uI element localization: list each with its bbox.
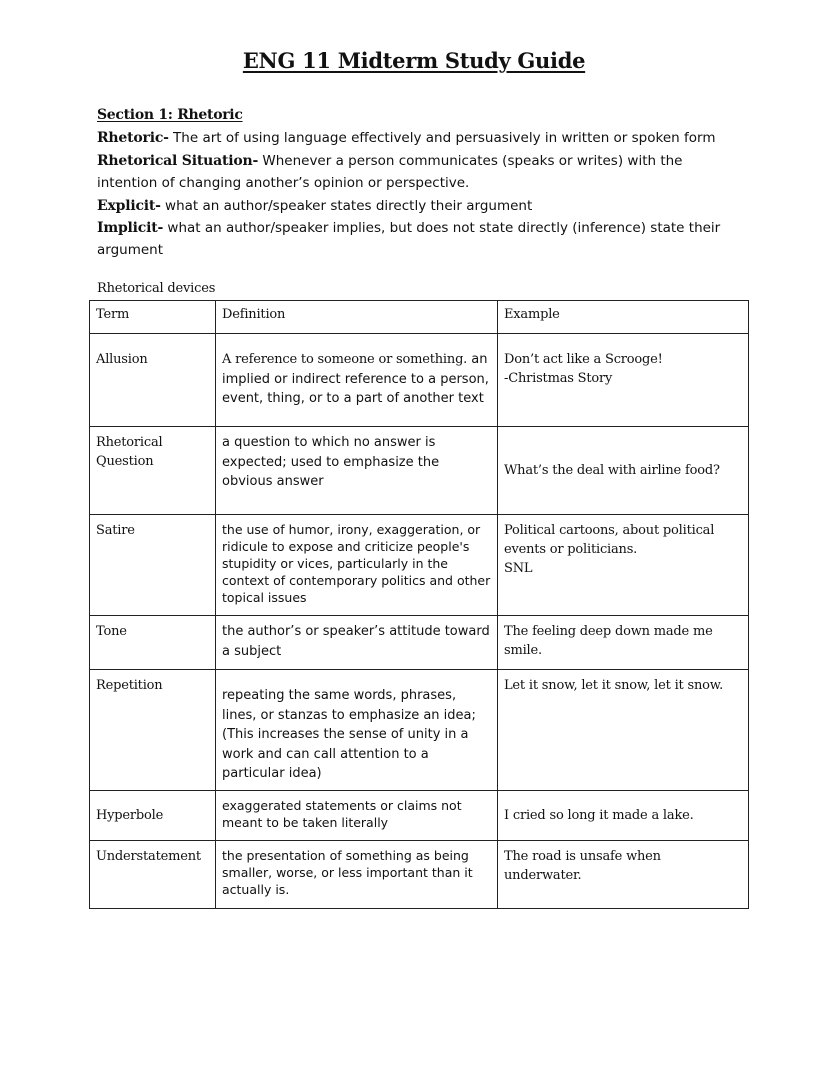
table-row [90, 840, 749, 908]
document-title: ENG 11 Midterm Study Guide [242, 48, 586, 73]
row-definition: a question to which no answer is expected; used to emphasize the obvious answer [216, 427, 498, 515]
table-row [90, 515, 749, 616]
definition-term: Rhetoric- [97, 130, 169, 147]
row-definition: the use of humor, irony, exaggeration, or ridicule to expose and criticize people's stupidity or vices, particularly in the context of contemporary politics and other topical issues [216, 515, 498, 616]
row-example [498, 515, 749, 616]
row-example [498, 790, 749, 840]
row-definition: the presentation of something as being smaller, worse, or less important than it actually is. [216, 840, 498, 908]
definition-rhetoric [97, 127, 747, 149]
example-line: I cried so long it made a lake. [504, 807, 694, 823]
example-line: The road is unsafe when underwater. [504, 848, 661, 883]
row-term: Allusion [90, 334, 216, 427]
row-example [498, 427, 749, 515]
row-term: Tone [90, 616, 216, 670]
definition-text: what an author/speaker states directly their argument [160, 197, 533, 214]
example-line: Political cartoons, about political events or politicians. [504, 523, 715, 557]
table-row [90, 670, 749, 791]
definition-explicit [97, 195, 747, 217]
row-definition [216, 334, 498, 427]
row-example [498, 670, 749, 791]
section-rhetoric [97, 104, 747, 262]
example-line: -Christmas Story [504, 371, 613, 386]
row-definition: exaggerated statements or claims not meant to be taken literally [216, 790, 498, 840]
definition-text: what an author/speaker implies, but does not state directly (inference) state their argument [97, 220, 721, 259]
example-line: The feeling deep down made me smile. [504, 624, 713, 658]
definition-implicit [97, 217, 747, 262]
row-example [498, 840, 749, 908]
definition-body: an implied or indirect reference to a person, event, thing, or to a part of another text [222, 352, 489, 406]
row-example [498, 616, 749, 670]
section-heading: Section 1: Rhetoric [97, 107, 243, 123]
definition-rhetorical-situation [97, 150, 747, 195]
rhetorical-devices-table [89, 300, 749, 909]
table-row [90, 427, 749, 515]
example-line: What’s the deal with airline food? [504, 463, 720, 478]
table-row [90, 334, 749, 427]
example-line: Don’t act like a Scrooge! [504, 352, 663, 367]
table-row [90, 790, 749, 840]
column-header-term: Term [90, 301, 216, 334]
example-line: Let it snow, let it snow, let it snow. [504, 678, 724, 693]
example-line: SNL [504, 561, 533, 576]
row-term: Repetition [90, 670, 216, 791]
definition-term: Explicit- [97, 197, 161, 214]
row-definition: the author’s or speaker’s attitude toward a subject [216, 616, 498, 670]
definition-term: Implicit- [97, 220, 164, 237]
row-definition: repeating the same words, phrases, lines, or stanzas to emphasize an idea; (This increases the sense of unity in a work and can call attention to a particular idea) [216, 670, 498, 791]
row-term: Hyperbole [90, 790, 216, 840]
row-term: Satire [90, 515, 216, 616]
column-header-definition: Definition [216, 301, 498, 334]
table-row [90, 616, 749, 670]
definition-text: The art of using language effectively and persuasively in written or spoken form [168, 130, 716, 147]
column-header-example: Example [498, 301, 749, 334]
row-term: Rhetorical Question [90, 427, 216, 515]
row-example [498, 334, 749, 427]
definition-text: Whenever a person communicates (speaks or writes) with the intention of changing another’s opinion or perspective. [97, 152, 683, 192]
row-term: Understatement [90, 840, 216, 908]
table-header-row [90, 301, 749, 334]
definition-lead: A reference to someone or something. [222, 352, 468, 367]
definition-term: Rhetorical Situation- [97, 152, 259, 169]
table-caption: Rhetorical devices [97, 281, 216, 296]
